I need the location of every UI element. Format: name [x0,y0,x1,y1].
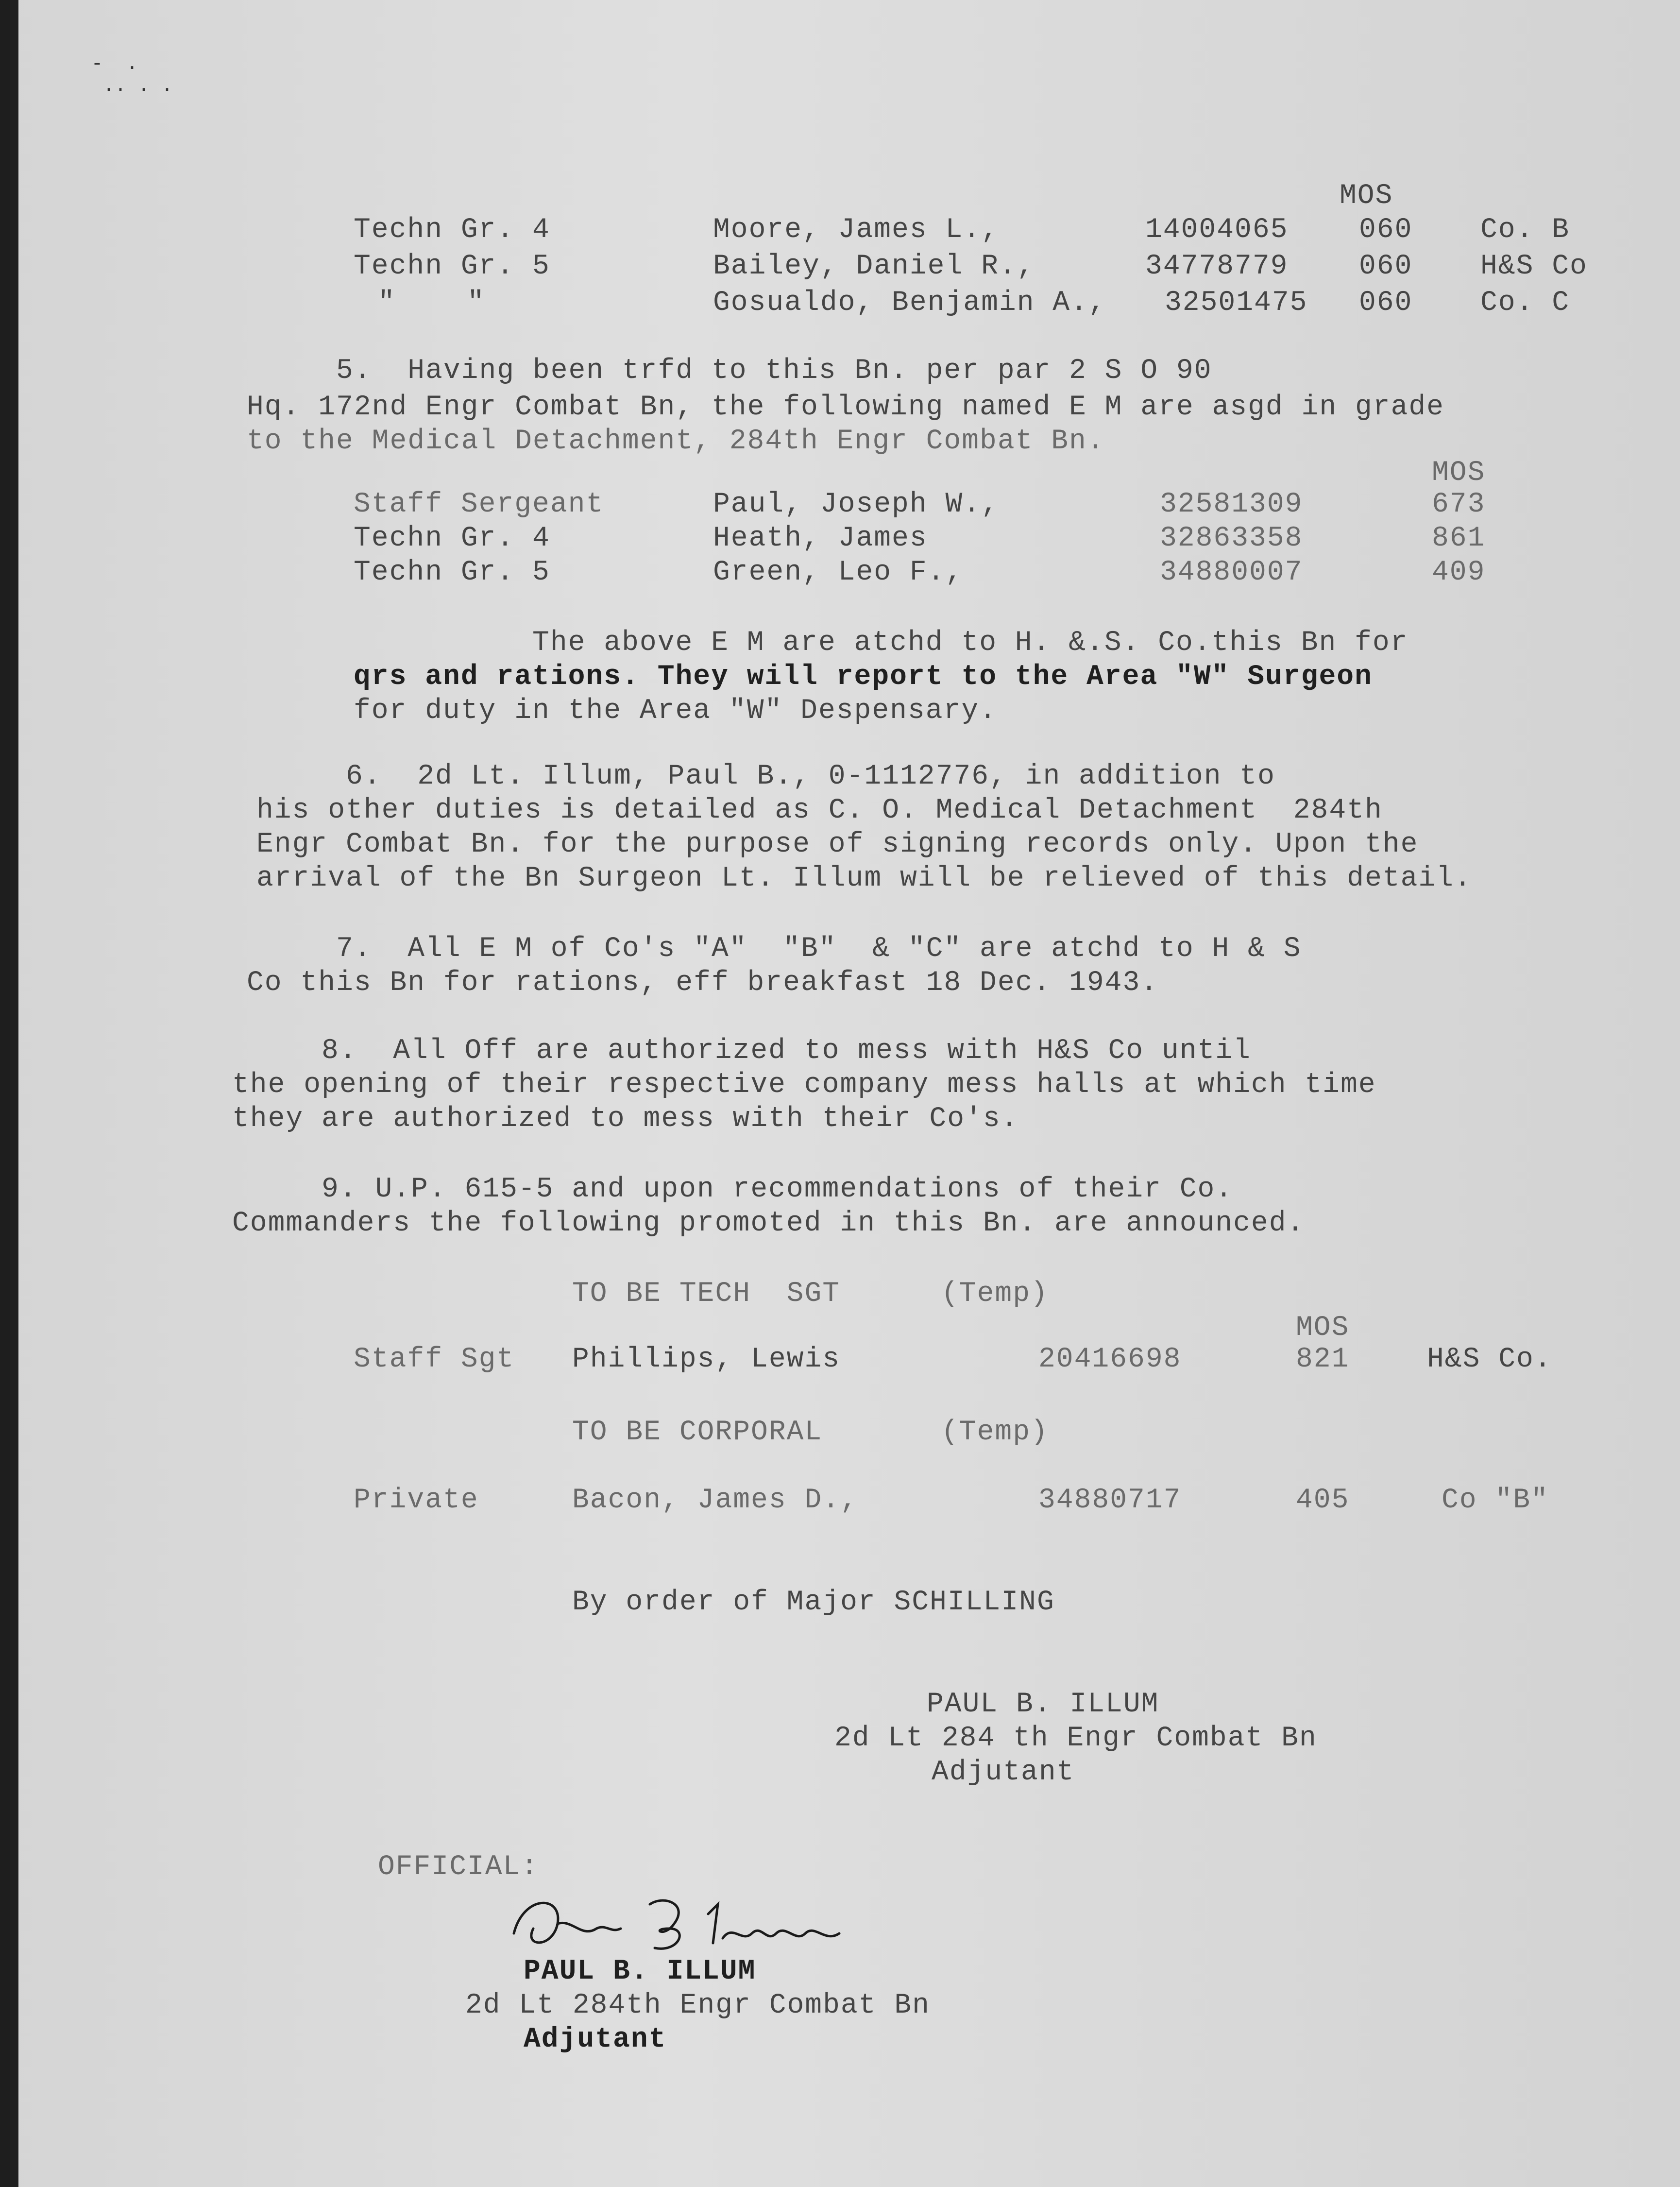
top-list-mos-header: MOS [1340,180,1393,212]
paragraph-line: Commanders the following promoted in this Bn. are announced. [232,1208,1305,1239]
promotion-unit: H&S Co. [1427,1344,1552,1375]
promotion-mos: 821 [1296,1344,1350,1375]
detachment-name: Heath, James [713,523,928,554]
detachment-serial: 34880007 [1160,557,1303,588]
top-row-name: Bailey, Daniel R., [713,251,1035,282]
promotion-unit: Co "B" [1442,1485,1549,1516]
promotion-name: Bacon, James D., [572,1485,858,1516]
paragraph-line: his other duties is detailed as C. O. Medical Detachment 284th [256,795,1383,826]
detachment-serial: 32863358 [1160,523,1303,554]
stray-marks: - . .. . . [91,53,173,97]
top-row-grade: Techn Gr. 5 [354,251,550,282]
official-label: OFFICIAL: [378,1851,539,1883]
paragraph-line: 9. U.P. 615-5 and upon recommendations of their Co. [232,1174,1234,1205]
official-title: 2d Lt 284th Engr Combat Bn [465,1990,930,2021]
paragraph-line: Co this Bn for rations, eff breakfast 18 Dec. 1943. [247,967,1159,999]
top-row-mos: 060 [1359,214,1413,246]
top-row-mos: 060 [1359,251,1413,282]
top-row-grade: " " [378,287,485,319]
paragraph-line: The above E M are atchd to H. &.S. Co.this Bn for [354,627,1408,659]
paragraph-line: the opening of their respective company mess halls at which time [232,1069,1376,1101]
promotion-heading: TO BE CORPORAL [572,1417,823,1448]
top-row-mos: 060 [1359,287,1413,319]
promotion-temp: (Temp) [941,1278,1049,1310]
paragraph-line: Engr Combat Bn. for the purpose of signing records only. Upon the [256,829,1419,860]
promotion-grade: Staff Sgt [354,1344,515,1375]
paragraph-line: 7. All E M of Co's "A" "B" & "C" are atchd to H & S [247,933,1302,965]
official-role: Adjutant [524,2024,667,2055]
detachment-mos: 861 [1432,523,1486,554]
paragraph-line: for duty in the Area "W" Despensary. [354,695,998,727]
promotion-temp: (Temp) [941,1417,1049,1448]
promotion-mos: 405 [1296,1485,1350,1516]
paragraph-line: they are authorized to mess with their Co's. [232,1103,1019,1135]
top-row-name: Moore, James L., [713,214,999,246]
promotion-mos-header: MOS [1296,1312,1350,1344]
top-row-serial: 34778779 [1145,251,1289,282]
paragraph-line: arrival of the Bn Surgeon Lt. Illum will be relieved of this detail. [256,863,1472,894]
top-row-unit: Co. B [1480,214,1570,246]
detachment-grade: Techn Gr. 4 [354,523,550,554]
detachment-serial: 32581309 [1160,489,1303,520]
promotion-grade: Private [354,1485,479,1516]
para5-mos-header: MOS [1432,457,1486,489]
signer-name: PAUL B. ILLUM [927,1689,1159,1720]
paragraph-line: 6. 2d Lt. Illum, Paul B., 0-1112776, in addition to [256,761,1275,792]
top-row-serial: 32501475 [1165,287,1308,319]
detachment-mos: 409 [1432,557,1486,588]
paragraph-line: 5. Having been trfd to this Bn. per par 2 S O 90 [247,355,1212,387]
top-row-serial: 14004065 [1145,214,1289,246]
promotion-serial: 34880717 [1038,1485,1182,1516]
detachment-grade: Techn Gr. 5 [354,557,550,588]
document-page [18,0,1680,2187]
signer-role: Adjutant [932,1757,1075,1788]
signer-title: 2d Lt 284 th Engr Combat Bn [834,1723,1317,1754]
paragraph-line: qrs and rations. They will report to the Area "W" Surgeon [354,661,1373,693]
top-row-grade: Techn Gr. 4 [354,214,550,246]
order-line: By order of Major SCHILLING [572,1587,1055,1618]
detachment-grade: Staff Sergeant [354,489,604,520]
promotion-serial: 20416698 [1038,1344,1182,1375]
paragraph-line: Hq. 172nd Engr Combat Bn, the following named E M are asgd in grade [247,392,1444,423]
promotion-name: Phillips, Lewis [572,1344,841,1375]
paragraph-line: to the Medical Detachment, 284th Engr Combat Bn. [247,426,1105,457]
official-name: PAUL B. ILLUM [524,1956,756,1987]
detachment-mos: 673 [1432,489,1486,520]
detachment-name: Green, Leo F., [713,557,964,588]
promotion-heading: TO BE TECH SGT [572,1278,841,1310]
top-row-unit: Co. C [1480,287,1570,319]
top-row-name: Gosualdo, Benjamin A., [713,287,1106,319]
paragraph-line: 8. All Off are authorized to mess with H&S Co until [232,1035,1251,1067]
top-row-unit: H&S Co [1480,251,1588,282]
detachment-name: Paul, Joseph W., [713,489,999,520]
